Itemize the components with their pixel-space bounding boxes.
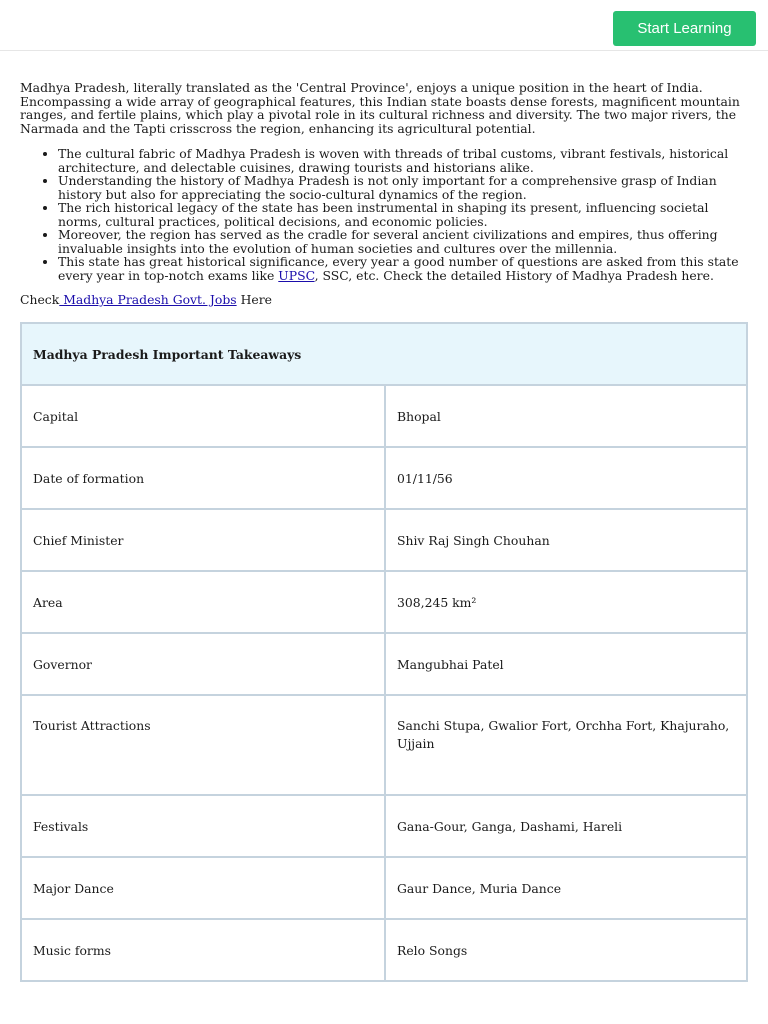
check-prefix: Check (20, 292, 60, 307)
table-cell-label: Music forms (21, 919, 385, 981)
key-points-list (20, 147, 748, 282)
table-cell-value: Relo Songs (385, 919, 747, 981)
list-item: • Moreover, the region has served as the cradle for several ancient civilizations and empires, thus offering invaluable insights into the evolution of human societies and cultures over the millennia. (58, 228, 748, 255)
table-cell-value: 01/11/56 (385, 447, 747, 509)
table-row (21, 857, 747, 919)
list-item: • The rich historical legacy of the state has been instrumental in shaping its present, influencing societal norms, cultural practices, political decisions, and economic policies. (58, 201, 748, 228)
intro-paragraph: Madhya Pradesh, literally translated as the 'Central Province', enjoys a unique position in the heart of India. Encompassing a wide array of geographical features, this Indian state boasts dense forests, magnificent mountain ranges, and fertile plains, which play a pivotal role in its cultural richness and diversity. The two major rivers, the Narmada and the Tapti crisscross the region, enhancing its agricultural potential. (20, 80, 740, 136)
table-cell-value: Bhopal (385, 385, 747, 447)
upsc-link[interactable]: UPSC (278, 267, 315, 283)
list-item: • The cultural fabric of Madhya Pradesh is woven with threads of tribal customs, vibrant festivals, historical architecture, and delectable cuisines, drawing tourists and historians alike. (58, 147, 748, 174)
table-cell-value: 308,245 km² (385, 571, 747, 633)
table-row (21, 633, 747, 695)
check-jobs-line (20, 293, 748, 307)
table-cell-value: Gana-Gour, Ganga, Dashami, Hareli (385, 795, 747, 857)
table-cell-label: Chief Minister (21, 509, 385, 571)
list-item-text: , SSC, etc. Check the detailed History of Madhya Pradesh here. (314, 267, 714, 283)
govt-jobs-link[interactable]: Madhya Pradesh Govt. Jobs (59, 292, 237, 307)
table-row (21, 919, 747, 981)
table-cell-value: Shiv Raj Singh Chouhan (385, 509, 747, 571)
list-item-text: This state has great historical significance, every year a good number of questions are asked from this state every year in top-notch exams like (58, 254, 739, 283)
table-row (21, 385, 747, 447)
list-item: • Understanding the history of Madhya Pradesh is not only important for a comprehensive grasp of Indian history but also for appreciating the socio-cultural dynamics of the region. (58, 174, 748, 201)
table-row (21, 795, 747, 857)
table-row (21, 447, 747, 509)
table-cell-label: Major Dance (21, 857, 385, 919)
table-cell-value: Mangubhai Patel (385, 633, 747, 695)
table-cell-label: Date of formation (21, 447, 385, 509)
article-content (20, 81, 748, 307)
takeaways-table (20, 322, 748, 982)
start-learning-button[interactable]: Start Learning (613, 11, 756, 46)
table-row (21, 695, 747, 795)
table-cell-label: Festivals (21, 795, 385, 857)
top-bar (0, 0, 768, 51)
table-header-row (21, 323, 747, 385)
table-title: Madhya Pradesh Important Takeaways (21, 323, 747, 385)
table-row (21, 571, 747, 633)
table-cell-label: Capital (21, 385, 385, 447)
table-cell-value: Sanchi Stupa, Gwalior Fort, Orchha Fort, Khajuraho, Ujjain (385, 695, 747, 795)
table-cell-value: Gaur Dance, Muria Dance (385, 857, 747, 919)
check-suffix: Here (236, 292, 272, 307)
table-cell-label: Governor (21, 633, 385, 695)
table-row (21, 509, 747, 571)
table-cell-label: Area (21, 571, 385, 633)
table-cell-label: Tourist Attractions (21, 695, 385, 795)
list-item (58, 255, 748, 282)
